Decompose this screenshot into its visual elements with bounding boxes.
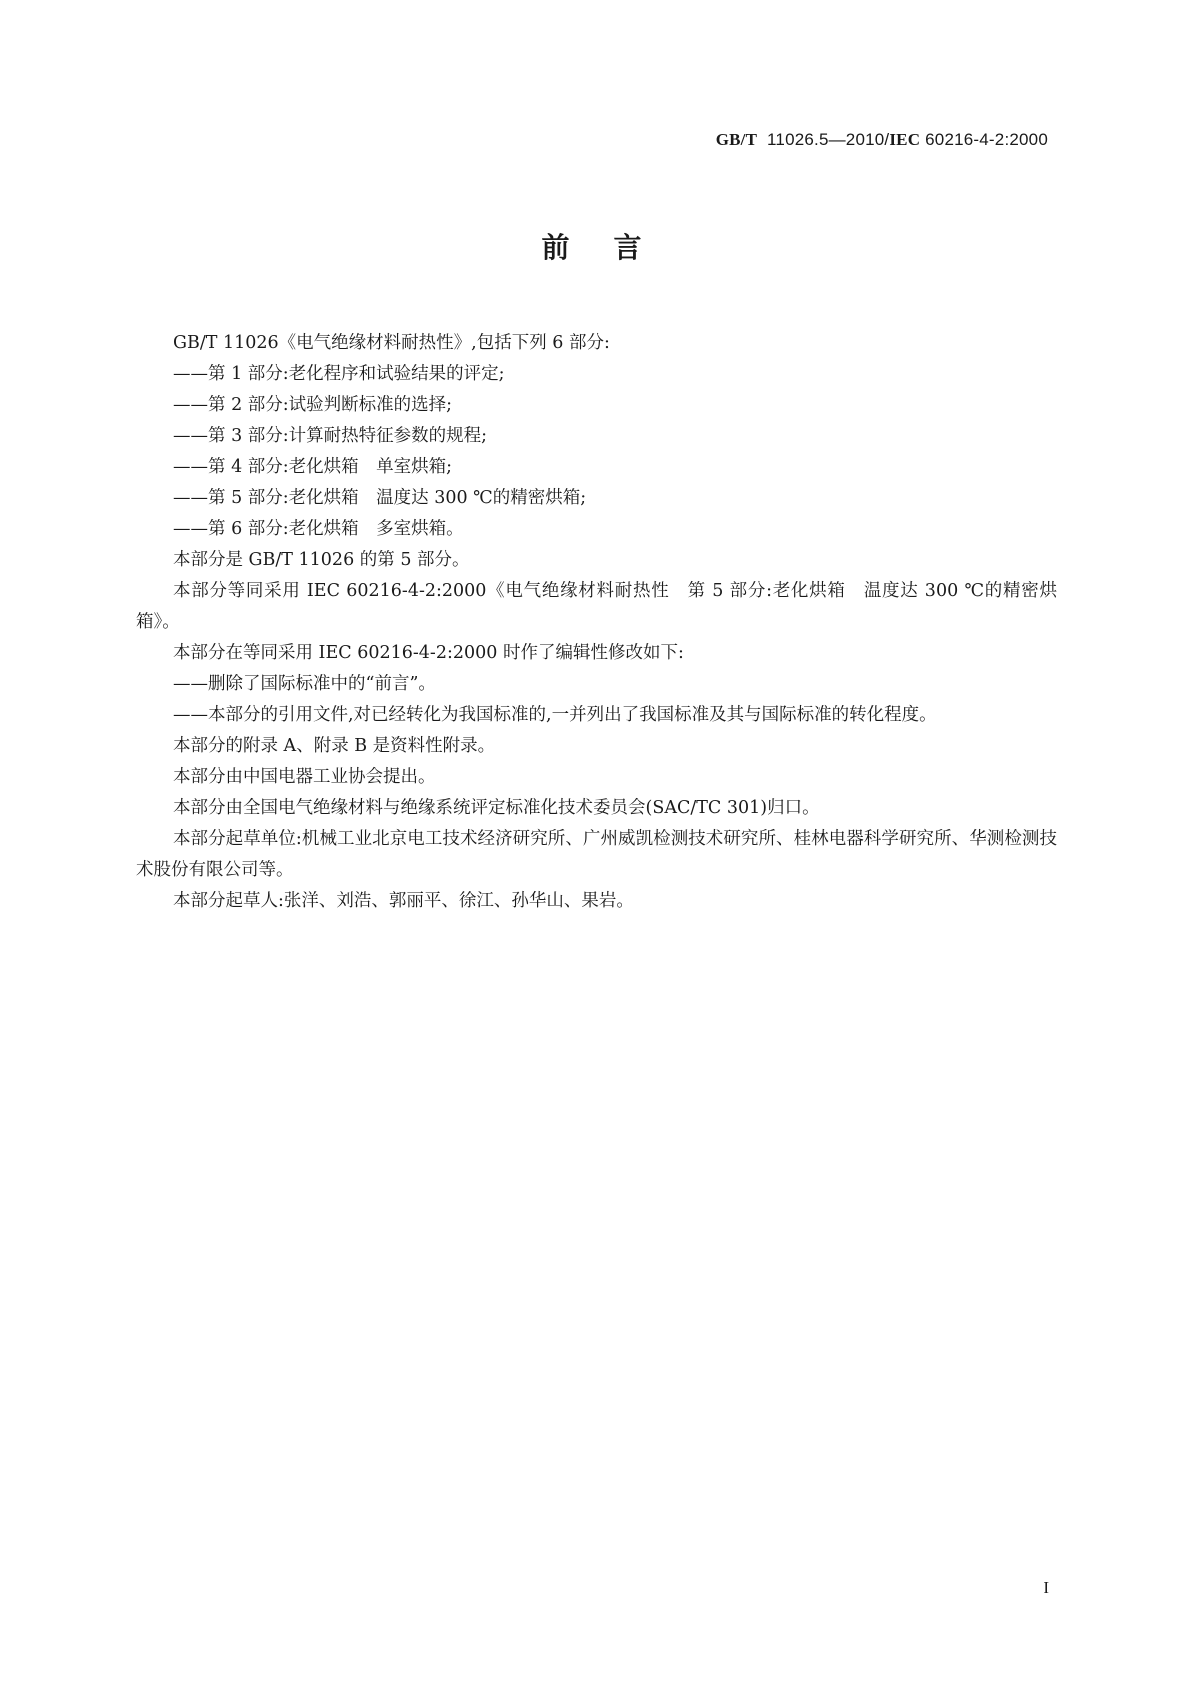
part-item-4: ——第 4 部分:老化烘箱 单室烘箱; [173, 457, 453, 477]
part-item-1: ——第 1 部分:老化程序和试验结果的评定; [173, 364, 505, 384]
part-item-6: ——第 6 部分:老化烘箱 多室烘箱。 [173, 519, 464, 539]
modification-item-2: ——本部分的引用文件,对已经转化为我国标准的,一并列出了我国标准及其与国际标准的转化程度。 [173, 705, 937, 725]
proposed-paragraph: 本部分由中国电器工业协会提出。 [173, 767, 436, 787]
centralized-paragraph: 本部分由全国电气绝缘材料与绝缘系统评定标准化技术委员会(SAC/TC 301)归口。 [173, 798, 820, 818]
gb-prefix: GB/T [715, 130, 758, 149]
equivalent-paragraph: 本部分等同采用 IEC 60216-4-2:2000《电气绝缘材料耐热性 第 5 部分:老化烘箱 温度达 300 ℃的精密烘箱》。 [136, 581, 1057, 632]
part-item-5: ——第 5 部分:老化烘箱 温度达 300 ℃的精密烘箱; [173, 488, 587, 508]
part-of-paragraph: 本部分是 GB/T 11026 的第 5 部分。 [173, 550, 470, 570]
modifications-intro-paragraph: 本部分在等同采用 IEC 60216-4-2:2000 时作了编辑性修改如下: [173, 643, 684, 663]
standard-number-header [716, 130, 1048, 150]
intro-paragraph: GB/T 11026《电气绝缘材料耐热性》,包括下列 6 部分: [173, 333, 610, 353]
modification-item-1: ——删除了国际标准中的“前言”。 [173, 674, 436, 694]
iec-prefix: IEC [889, 130, 921, 149]
foreword-body [136, 328, 1057, 917]
gb-number: 11026.5—2010/ [767, 130, 890, 149]
page-number: I [1043, 1578, 1049, 1597]
drafters-paragraph: 本部分起草人:张洋、刘浩、郭丽平、徐江、孙华山、果岩。 [173, 891, 634, 911]
iec-number: 60216-4-2:2000 [925, 130, 1048, 149]
part-item-2: ——第 2 部分:试验判断标准的选择; [173, 395, 453, 415]
part-item-3: ——第 3 部分:计算耐热特征参数的规程; [173, 426, 488, 446]
page-title: 前言 [541, 231, 686, 264]
drafting-units-paragraph: 本部分起草单位:机械工业北京电工技术经济研究所、广州威凯检测技术研究所、桂林电器科学研究所、华测检测技术股份有限公司等。 [136, 829, 1057, 880]
annex-paragraph: 本部分的附录 A、附录 B 是资料性附录。 [173, 736, 496, 756]
